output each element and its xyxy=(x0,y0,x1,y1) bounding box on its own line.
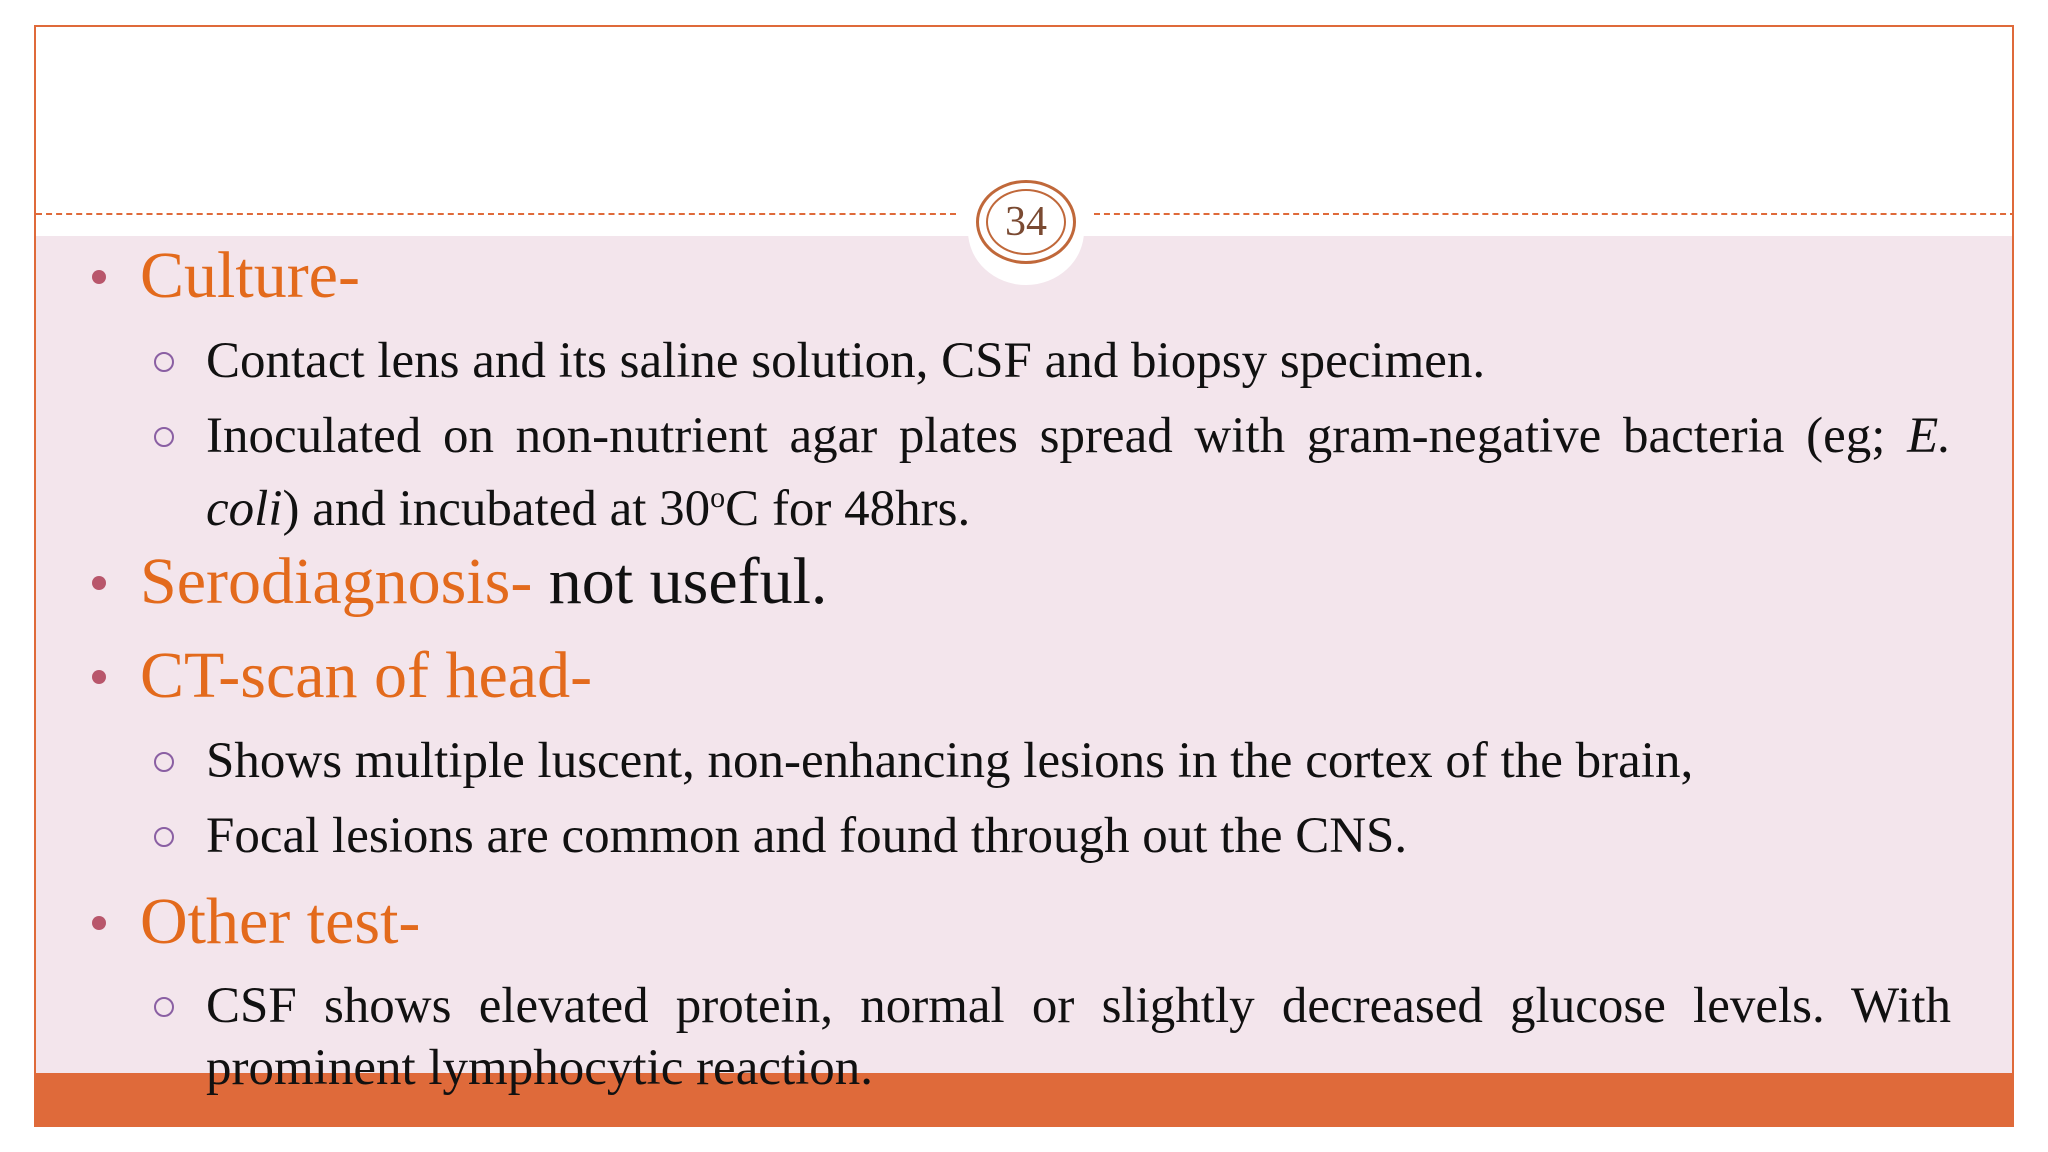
sub-bullet-text xyxy=(206,405,1951,540)
inoculation-text-end: C for 48hrs. xyxy=(725,481,971,537)
bullet-dot-icon xyxy=(92,670,106,684)
bullet-dot-icon xyxy=(92,576,106,590)
sub-bullet-text: CSF shows elevated protein, normal or slightly decreased glucose levels. With prominent lymphocytic reaction. xyxy=(206,978,1951,1096)
degree-superscript: o xyxy=(710,481,726,514)
bullet-circle-icon xyxy=(154,752,174,772)
bullet-dot-icon xyxy=(92,270,106,284)
sub-bullet-culture-specimens xyxy=(154,330,1992,392)
inoculation-text-middle: ) and incubated at 30 xyxy=(282,481,711,537)
bullet-circle-icon xyxy=(154,427,174,447)
heading-culture: Culture- xyxy=(140,239,360,312)
sub-bullet-ct-lesions xyxy=(154,730,1992,792)
bullet-ct-scan xyxy=(92,638,1992,714)
bullet-circle-icon xyxy=(154,997,174,1017)
heading-ct-scan: CT-scan of head- xyxy=(140,639,593,712)
heading-other-test: Other test- xyxy=(140,885,421,958)
slide-frame xyxy=(34,25,2014,1127)
bullet-other-test xyxy=(92,884,1992,960)
bullet-serodiagnosis xyxy=(92,544,1992,620)
heading-serodiagnosis xyxy=(140,544,827,620)
inoculation-text-start: Inoculated on non-nutrient agar plates spread with gram-negative bacteria (eg; xyxy=(206,408,1908,464)
slide-content xyxy=(36,27,2012,1125)
sub-bullet-culture-inoculation xyxy=(154,405,1992,540)
sub-bullet-text: Contact lens and its saline solution, CSF and biopsy specimen. xyxy=(206,333,1486,389)
heading-serodiagnosis-note: not useful. xyxy=(532,545,828,618)
sub-bullet-text: Shows multiple luscent, non-enhancing lesions in the cortex of the brain, xyxy=(206,733,1694,789)
sub-bullet-csf-findings xyxy=(154,975,1992,1099)
bullet-circle-icon xyxy=(154,827,174,847)
bullet-culture xyxy=(92,238,1992,314)
bullet-circle-icon xyxy=(154,352,174,372)
organism-name: E. coli xyxy=(206,408,1951,537)
sub-bullet-ct-focal xyxy=(154,805,1992,867)
page-number: 34 xyxy=(986,189,1066,255)
heading-serodiagnosis-label: Serodiagnosis- xyxy=(140,545,533,618)
sub-bullet-text: Focal lesions are common and found through out the CNS. xyxy=(206,808,1408,864)
bullet-dot-icon xyxy=(92,916,106,930)
